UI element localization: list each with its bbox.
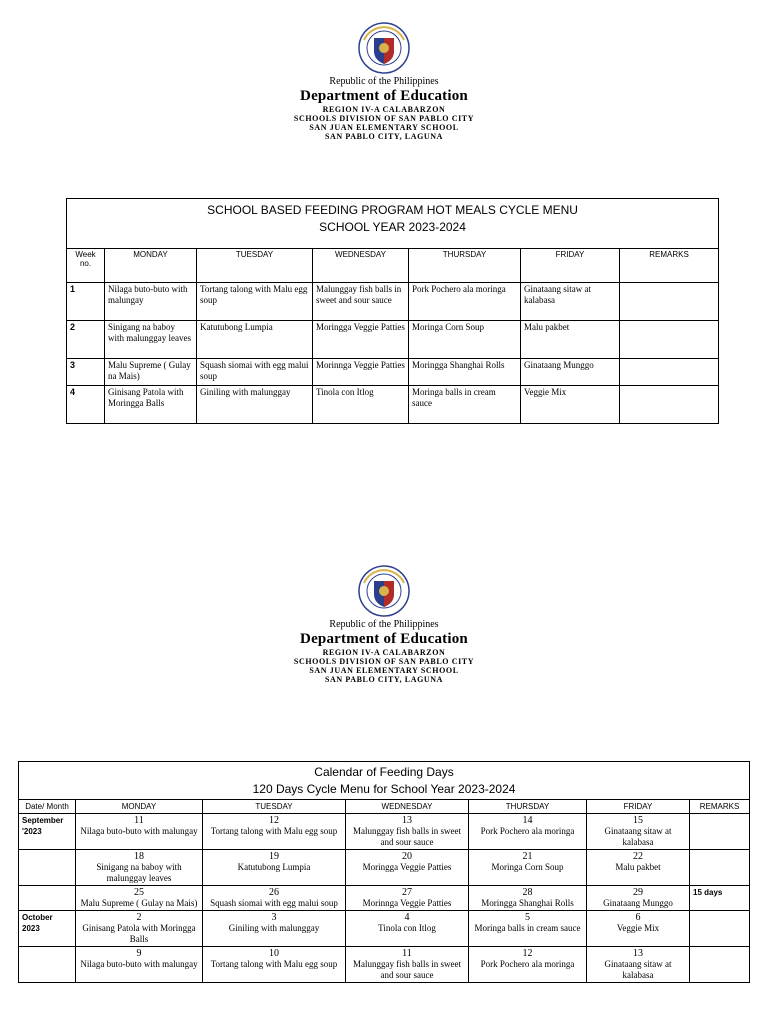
dish-name: Pork Pochero ala moringa [480,826,575,836]
day-number: 13 [402,815,412,826]
month-cell [19,886,76,911]
table-row [19,947,750,983]
column-header: MONDAY [76,800,203,814]
cycle-menu-table [66,198,719,424]
day-cell [469,850,587,886]
remarks-cell [690,814,750,850]
menu-cell: Moringga Shanghai Rolls [409,359,521,386]
day-number: 26 [269,887,279,898]
menu-cell: Ginataang Munggo [521,359,620,386]
dish-name: Tinola con Itlog [378,923,436,933]
table-row [67,283,719,321]
column-header: FRIDAY [587,800,690,814]
menu-cell: Morinnga Veggie Patties [313,359,409,386]
month-cell [19,947,76,983]
day-cell [203,911,346,947]
month-cell: October 2023 [19,911,76,947]
day-number: 12 [269,815,279,826]
remarks-cell [620,359,719,386]
remarks-cell [620,386,719,424]
dish-name: Moringa Corn Soup [491,862,564,872]
menu-cell: Squash siomai with egg malui soup [197,359,313,386]
menu-cell: Giniling with malunggay [197,386,313,424]
department-title: Department of Education [300,88,468,104]
column-header: TUESDAY [203,800,346,814]
dish-name: Moringa balls in cream sauce [474,923,581,933]
remarks-cell [620,283,719,321]
remarks-cell [690,911,750,947]
menu-cell: Tortang talong with Malu egg soup [197,283,313,321]
calendar-header-row [19,800,750,814]
menu-cell: Moringga Veggie Patties [313,321,409,359]
day-number: 28 [522,887,533,898]
letterhead-top [0,22,768,141]
day-number: 25 [134,887,144,898]
day-cell [76,886,203,911]
division-line: SCHOOLS DIVISION OF SAN PABLO CITY [293,114,475,123]
day-number: 20 [402,851,412,862]
dish-name: Ginataang Munggo [603,898,673,908]
day-number: 19 [269,851,279,862]
column-header: WEDNESDAY [346,800,469,814]
menu-cell: Ginisang Patola with Moringga Balls [105,386,197,424]
day-cell [203,814,346,850]
menu-cell: Malunggay fish balls in sweet and sour sauce [313,283,409,321]
day-cell [587,886,690,911]
day-cell [346,850,469,886]
city-line: SAN PABLO CITY, LAGUNA [324,675,444,684]
menu-cell: Tinola con Itlog [313,386,409,424]
school-line: SAN JUAN ELEMENTARY SCHOOL [309,666,459,675]
dish-name: Pork Pochero ala moringa [480,959,575,969]
dish-name: Ginataang sitaw at kalabasa [604,826,672,847]
cycle-menu-title-line2: SCHOOL YEAR 2023-2024 [319,220,466,234]
remarks-cell: 15 days [690,886,750,911]
remarks-cell [690,850,750,886]
calendar-title-line1: Calendar of Feeding Days [314,765,454,779]
menu-cell: Ginataang sitaw at kalabasa [521,283,620,321]
day-cell [587,850,690,886]
month-cell [19,850,76,886]
day-cell [76,947,203,983]
republic-line: Republic of the Philippines [329,76,439,87]
remarks-cell [690,947,750,983]
day-cell [469,911,587,947]
dish-name: Moringga Veggie Patties [362,862,452,872]
week-number: 3 [67,359,105,386]
day-cell [346,886,469,911]
menu-cell: Nilaga buto-buto with malungay [105,283,197,321]
table-row [19,886,750,911]
day-cell [469,814,587,850]
day-cell [346,947,469,983]
city-line: SAN PABLO CITY, LAGUNA [324,132,444,141]
region-line: REGION IV-A CALABARZON [322,105,446,114]
dish-name: Malunggay fish balls in sweet and sour sauce [353,959,461,980]
feeding-calendar-table [18,761,750,983]
day-cell [346,911,469,947]
day-number: 4 [404,912,410,923]
day-number: 10 [269,948,279,959]
dish-name: Sinigang na baboy with malunggay leaves [96,862,182,883]
column-header: THURSDAY [409,249,521,283]
dish-name: Ginataang sitaw at kalabasa [604,959,672,980]
day-number: 27 [402,887,412,898]
cycle-menu-header-row [67,249,719,283]
school-line: SAN JUAN ELEMENTARY SCHOOL [309,123,459,132]
dish-name: Nilaga buto-buto with malungay [80,959,198,969]
deped-seal-logo [358,22,410,74]
cycle-menu-title-line1: SCHOOL BASED FEEDING PROGRAM HOT MEALS CYCLE MENU [207,203,578,217]
column-header: Date/ Month [19,800,76,814]
dish-name: Tortang talong with Malu egg soup [210,826,338,836]
day-number: 14 [522,815,533,826]
day-number: 9 [136,948,142,959]
calendar-title [19,762,750,800]
day-cell [587,911,690,947]
day-cell [203,886,346,911]
letterhead-bottom [0,565,768,684]
day-number: 5 [525,912,530,923]
dish-name: Tortang talong with Malu egg soup [210,959,338,969]
day-cell [203,947,346,983]
month-cell: September '2023 [19,814,76,850]
day-cell [76,911,203,947]
table-row [67,386,719,424]
menu-cell: Moringa Corn Soup [409,321,521,359]
day-cell [469,947,587,983]
deped-seal-logo [358,565,410,617]
dish-name: Giniling with malunggay [228,923,320,933]
day-number: 13 [633,948,643,959]
calendar-title-line2: 120 Days Cycle Menu for School Year 2023-2024 [252,782,516,796]
day-number: 2 [136,912,142,923]
day-number: 3 [271,912,277,923]
column-header: REMARKS [620,249,719,283]
dish-name: Malu pakbet [615,862,661,872]
department-title: Department of Education [300,631,468,647]
table-row [67,321,719,359]
day-number: 12 [522,948,533,959]
column-header: WEDNESDAY [313,249,409,283]
column-header: FRIDAY [521,249,620,283]
division-line: SCHOOLS DIVISION OF SAN PABLO CITY [293,657,475,666]
day-number: 18 [134,851,144,862]
menu-cell: Sinigang na baboy with malunggay leaves [105,321,197,359]
dish-name: Squash siomai with egg malui soup [210,898,338,908]
cycle-menu-title [67,199,719,249]
day-number: 21 [522,851,533,862]
menu-cell: Katutubong Lumpia [197,321,313,359]
day-cell [203,850,346,886]
dish-name: Moringga Shanghai Rolls [481,898,574,908]
column-header: MONDAY [105,249,197,283]
week-number: 1 [67,283,105,321]
day-number: 15 [633,815,643,826]
column-header: THURSDAY [469,800,587,814]
table-row [67,359,719,386]
day-cell [76,850,203,886]
table-row [19,850,750,886]
day-number: 11 [402,948,412,959]
week-number: 4 [67,386,105,424]
day-cell [469,886,587,911]
remarks-cell [620,321,719,359]
menu-cell: Moringa balls in cream sauce [409,386,521,424]
dish-name: Malu Supreme ( Gulay na Mais) [80,898,198,908]
day-number: 11 [134,815,144,826]
region-line: REGION IV-A CALABARZON [322,648,446,657]
republic-line: Republic of the Philippines [329,619,439,630]
day-number: 6 [635,912,641,923]
column-header: TUESDAY [197,249,313,283]
menu-cell: Veggie Mix [521,386,620,424]
table-row [19,911,750,947]
day-number: 29 [633,887,643,898]
column-header: Week no. [67,249,105,283]
week-number: 2 [67,321,105,359]
dish-name: Nilaga buto-buto with malungay [80,826,198,836]
day-cell [587,814,690,850]
day-number: 22 [633,851,643,862]
dish-name: Malunggay fish balls in sweet and sour sauce [353,826,461,847]
day-cell [76,814,203,850]
day-cell [587,947,690,983]
day-cell [346,814,469,850]
menu-cell: Malu Supreme ( Gulay na Mais) [105,359,197,386]
dish-name: Veggie Mix [616,923,660,933]
dish-name: Morinnga Veggie Patties [362,898,452,908]
table-row [19,814,750,850]
menu-cell: Pork Pochero ala moringa [409,283,521,321]
dish-name: Ginisang Patola with Moringga Balls [82,923,196,944]
menu-cell: Malu pakbet [521,321,620,359]
column-header: REMARKS [690,800,750,814]
dish-name: Katutubong Lumpia [237,862,311,872]
